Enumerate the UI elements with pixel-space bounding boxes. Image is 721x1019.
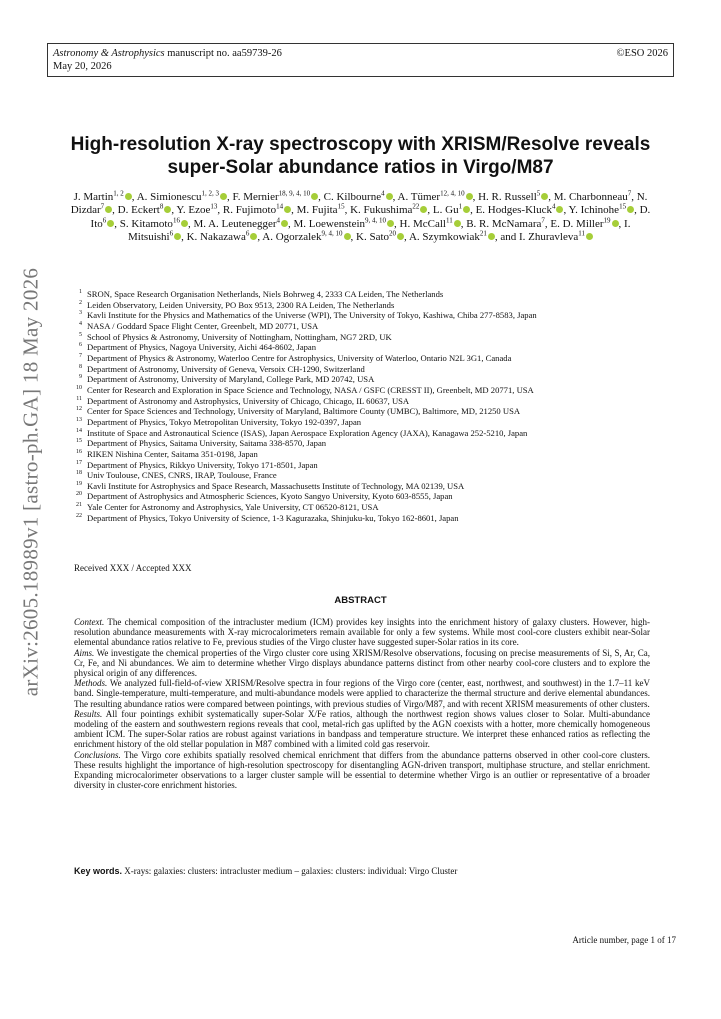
abstract-section-text: The chemical composition of the intracluster medium (ICM) provides key insights into the enrichment history of galaxy clusters. However, high-resolution abundance measurements with X-ray microcalorimeters remain available for only a few systems. While most cool-core clusters exhibit near-Solar elemental abundance ratios relative to Fe, previous studies of the Virgo cluster have suggested super-Solar ratios in its core. (74, 617, 650, 648)
orcid-icon[interactable] (164, 206, 171, 213)
author-affiliation-marks: 20 (389, 229, 397, 238)
author (176, 204, 217, 216)
affiliation-item (74, 300, 674, 311)
author-name: M. Charbonneau (553, 191, 628, 203)
abstract-section-label: Conclusions. (74, 749, 121, 760)
orcid-icon[interactable] (627, 206, 634, 213)
affiliation-text: Department of Physics, Tokyo University of Science, 1-3 Kagurazaka, Shinjuku-ku, Tokyo 162-8601, Japan (87, 512, 459, 523)
affiliation-item (74, 481, 674, 492)
arxiv-sidebar (6, 262, 56, 702)
affiliation-text: SRON, Space Research Organisation Netherlands, Niels Bohrweg 4, 2333 CA Leiden, The Netherlands (87, 289, 444, 299)
author-affiliation-marks: 13 (210, 202, 218, 211)
affiliation-text: Kavli Institute for Astrophysics and Space Research, Massachusetts Institute of Technology, MA 02139, USA (87, 480, 465, 491)
affiliation-text: Department of Physics, Nagoya University, Aichi 464-8602, Japan (87, 342, 317, 353)
author-affiliation-marks: 5 (536, 189, 541, 198)
abstract-paragraph (74, 617, 650, 648)
abstract-section-text: The Virgo core exhibits spatially resolved chemical enrichment that differs from the abundance patterns observed in other cool-core clusters. These results highlight the importance of high-resolution spectroscopy for disentangling AGN-driven transport, multiphase structure, and stellar enrichment. Expanding microcalorimeter observations to a larger cluster sample will be essential to determine whether Virgo is an outlier or representative of a broader diversity in cluster-core enrichment histories. (74, 749, 650, 791)
author-name: K. Sato (356, 230, 390, 243)
copyright: ©ESO 2026 (616, 48, 668, 59)
author (409, 231, 495, 243)
abstract-section-text: All four pointings exhibit systematically super-Solar X/Fe ratios, although the northwest region shows values closer to Solar. Multi-abundance modeling of the eastern and southwestern regions reveals that cool, metal-rich gas uplifted by the AGN coexists with a hotter, more chemically homogeneous ambient ICM. The super-Solar ratios are robust against variations in bandpass and temperature structure. We interpret these enhanced ratios as reflecting the enrichment history of the old stellar population in M87 combined with a limited cold gas reservoir. (74, 708, 650, 750)
affiliation-text: Center for Space Sciences and Technology, University of Maryland, Baltimore County (UMBC), Baltimore, MD, 21250 USA (87, 406, 521, 417)
affiliation-text: Department of Astrophysics and Atmospheric Sciences, Kyoto Sangyo University, Kyoto 603-8555, Japan (87, 491, 453, 502)
affiliation-number: 18 (76, 470, 82, 477)
affiliation-item (74, 396, 674, 407)
affiliation-item (74, 385, 674, 396)
manuscript-header (47, 43, 674, 77)
affiliation-number: 6 (79, 342, 82, 349)
affiliation-number: 10 (76, 384, 82, 391)
orcid-icon[interactable] (463, 206, 470, 213)
author (554, 191, 631, 203)
author-name: D. Eckert (117, 204, 160, 217)
affiliation-item (74, 513, 674, 524)
author-affiliation-marks: 9, 4, 10 (321, 229, 343, 238)
author-name: K. Nakazawa (186, 230, 246, 243)
author-name: H. McCall (399, 217, 446, 230)
author-affiliation-marks: 1, 2, 3 (201, 189, 219, 198)
author-name: A. Ogorzalek (262, 230, 322, 243)
affiliation-text: Department of Physics & Astronomy, Waterloo Centre for Astrophysics, University of Waterloo, Ontario N2L 3G1, Canada (87, 352, 512, 363)
author-affiliation-marks: 1, 2 (113, 189, 124, 198)
orcid-icon[interactable] (541, 193, 548, 200)
author (187, 231, 258, 243)
author (223, 204, 291, 216)
orcid-icon[interactable] (311, 193, 318, 200)
affiliation-item (74, 289, 674, 300)
affiliation-item (74, 353, 674, 364)
author-name: E. D. Miller (550, 217, 604, 230)
keywords-label: Key words. (74, 866, 123, 876)
author (433, 204, 470, 216)
header-left (53, 47, 282, 73)
affiliation-number: 15 (76, 438, 82, 445)
author-affiliation-marks: 15 (619, 202, 627, 211)
author-name: Y. Ichinohe (568, 204, 620, 217)
author (550, 215, 618, 230)
paper-title: High-resolution X-ray spectroscopy with XRISM/Resolve reveals super-Solar abundance ratios in Virgo/M87 (70, 134, 651, 178)
author-name: A. Szymkowiak (408, 230, 480, 243)
author-affiliation-marks: 6 (245, 229, 250, 238)
abstract-paragraph (74, 750, 650, 791)
affiliation-text: Department of Physics, Tokyo Metropolitan University, Tokyo 192-0397, Japan (87, 416, 362, 427)
affiliation-text: Department of Astronomy and Astrophysics, University of Chicago, Chicago, IL 60637, USA (87, 395, 410, 406)
author-affiliation-marks: 15 (337, 202, 345, 211)
author-affiliation-marks: 4 (381, 189, 385, 198)
affiliation-number: 1 (79, 289, 82, 295)
affiliation-item (74, 502, 674, 513)
affiliation-text: Institute of Space and Astronautical Science (ISAS), Japan Aerospace Exploration Agency (JAXA), Kanagawa 252-5210, Japan (87, 427, 528, 438)
author-name: J. Martin (73, 191, 114, 203)
affiliation-number: 22 (76, 512, 82, 519)
author-name: M. Fujita (296, 204, 338, 217)
abstract-section-label: Context. (74, 617, 105, 627)
author-affiliation-marks: 4 (551, 202, 556, 211)
orcid-icon[interactable] (281, 220, 288, 227)
author (137, 191, 227, 203)
author-affiliation-marks: 18, 9, 4, 10 (278, 189, 311, 198)
author (193, 215, 288, 230)
affiliation-number: 12 (76, 406, 82, 413)
author (297, 204, 345, 216)
affiliation-item (74, 364, 674, 375)
author (324, 191, 393, 203)
orcid-icon[interactable] (174, 233, 181, 240)
affiliation-item (74, 342, 674, 353)
affiliation-number: 11 (76, 395, 82, 402)
affiliation-text: RIKEN Nishina Center, Saitama 351-0198, Japan (87, 448, 258, 459)
orcid-icon[interactable] (488, 233, 495, 240)
affiliation-text: Leiden Observatory, Leiden University, PO Box 9513, 2300 RA Leiden, The Netherlands (87, 299, 395, 310)
keywords-text: X-rays: galaxies: clusters: intracluster medium – galaxies: clusters: individual: Virgo Cluster (122, 866, 458, 876)
author-name: L. Gu (432, 204, 459, 217)
author (519, 231, 593, 243)
abstract-paragraph (74, 648, 650, 679)
author (399, 215, 461, 230)
author-name: B. R. McNamara (466, 217, 542, 230)
orcid-icon[interactable] (125, 193, 132, 200)
orcid-icon[interactable] (420, 206, 427, 213)
orcid-icon[interactable] (386, 193, 393, 200)
abstract (74, 617, 650, 790)
orcid-icon[interactable] (586, 233, 593, 240)
affiliation-number: 17 (76, 459, 82, 466)
author (118, 204, 172, 216)
affiliation-item (74, 321, 674, 332)
author-affiliation-marks: 14 (276, 202, 284, 211)
affiliation-item (74, 428, 674, 439)
affiliation-item (74, 449, 674, 460)
affiliation-text: Department of Astronomy, University of Maryland, College Park, MD 20742, USA (87, 374, 375, 385)
author-affiliation-marks: 6 (169, 229, 174, 238)
affiliation-number: 7 (79, 352, 82, 359)
abstract-section-label: Aims. (74, 647, 95, 658)
author-affiliation-marks: 9, 4, 10 (365, 215, 387, 224)
keywords (74, 866, 650, 876)
affiliation-text: Department of Physics, Rikkyo University, Tokyo 171-8501, Japan (87, 459, 318, 470)
affiliation-item (74, 438, 674, 449)
affiliation-number: 2 (79, 299, 82, 306)
author (466, 215, 545, 230)
author-affiliation-marks: 7 (541, 215, 545, 224)
author-affiliation-marks: 19 (603, 215, 611, 224)
author (119, 215, 188, 230)
orcid-icon[interactable] (612, 220, 619, 227)
header-date: May 20, 2026 (53, 61, 112, 72)
manuscript-number: manuscript no. aa59739-26 (164, 48, 282, 59)
author (262, 231, 350, 243)
author (232, 191, 318, 203)
page-footer: Article number, page 1 of 17 (572, 935, 676, 945)
author-affiliation-marks: 6 (102, 215, 107, 224)
author-name: E. Hodges-Kluck (475, 204, 552, 217)
orcid-icon[interactable] (105, 206, 112, 213)
affiliation-text: Yale Center for Astronomy and Astrophysics, Yale University, CT 06520-8121, USA (87, 502, 379, 513)
abstract-section-text: We investigate the chemical properties of the Virgo cluster core using XRISM/Resolve observations, focusing on precise measurements of Si, S, Ar, Ca, Cr, Fe, and Ni abundances. We aim to determine whether Virgo displays abundance patterns distinct from other nearby cool-core clusters and to explore the physical origin of any differences. (74, 647, 650, 679)
affiliation-number: 8 (79, 363, 82, 370)
affiliation-number: 20 (76, 491, 82, 498)
author-affiliation-marks: 1 (458, 202, 463, 211)
affiliation-item (74, 417, 674, 428)
affiliation-text: Univ Toulouse, CNES, CNRS, IRAP, Toulouse, France (87, 470, 277, 481)
affiliation-number: 21 (76, 502, 82, 509)
abstract-heading: ABSTRACT (334, 595, 387, 606)
author (569, 204, 635, 216)
abstract-section-label: Methods. (74, 678, 108, 689)
journal-name: Astronomy & Astrophysics (53, 48, 165, 59)
affiliation-item (74, 470, 674, 481)
arxiv-id: arXiv:2605.18989v1 [astro-ph.GA] 18 May 2026 (18, 267, 43, 697)
author-affiliation-marks: 11 (445, 215, 453, 224)
affiliation-item (74, 310, 674, 321)
orcid-icon[interactable] (556, 206, 563, 213)
abstract-section-label: Results. (74, 708, 103, 719)
affiliation-item (74, 374, 674, 385)
affiliation-item (74, 332, 674, 343)
author-name: C. Kilbourne (323, 191, 382, 203)
author-affiliation-marks: 12, 4, 10 (440, 189, 465, 198)
orcid-icon[interactable] (107, 220, 114, 227)
abstract-paragraph (74, 678, 650, 709)
abstract-paragraph (74, 709, 650, 750)
author-affiliation-marks: 16 (172, 215, 180, 224)
orcid-icon[interactable] (397, 233, 404, 240)
author-affiliation-marks: 7 (100, 202, 105, 211)
author-name: I. Zhuravleva (518, 230, 579, 243)
author-affiliation-marks: 21 (479, 229, 487, 238)
author (350, 204, 427, 216)
affiliations (74, 289, 674, 523)
orcid-icon[interactable] (250, 233, 257, 240)
affiliation-text: School of Physics & Astronomy, University of Nottingham, Nottingham, NG7 2RD, UK (87, 331, 392, 342)
affiliation-text: Kavli Institute for the Physics and Mathematics of the Universe (WPI), The University of Tokyo, Kashiwa, Chiba 277-8583, Japan (87, 310, 537, 321)
author-name: Y. Ezoe (176, 204, 211, 217)
received-line: Received XXX / Accepted XXX (74, 563, 192, 573)
author-affiliation-marks: 4 (276, 215, 281, 224)
affiliation-text: Department of Astronomy, University of Geneva, Versoix CH-1290, Switzerland (87, 363, 365, 374)
author-name: F. Mernier (232, 191, 279, 203)
orcid-icon[interactable] (344, 233, 351, 240)
author (478, 191, 548, 203)
affiliation-number: 13 (76, 416, 82, 423)
author (398, 191, 473, 203)
affiliation-item (74, 406, 674, 417)
orcid-icon[interactable] (454, 220, 461, 227)
affiliation-number: 14 (76, 427, 82, 434)
affiliation-text: Center for Research and Exploration in Space Science and Technology, NASA / GSFC (CRESST II), Greenbelt, MD 20771, USA (87, 384, 534, 395)
author-name: M. Loewenstein (293, 217, 366, 230)
orcid-icon[interactable] (387, 220, 394, 227)
affiliation-text: Department of Physics, Saitama University, Saitama 338-8570, Japan (87, 438, 327, 449)
author-list: J. Martin$^{1, 2}$ , A. Simionescu$^{1, 2, 3}$ , F. Mernier$^{18, 9, 4, 10}$ , C. Kilbourne$^4$ , A. Tümer$^{12, 4, 10}$ , H. R. Russell$^5$ , M. Charbonneau$^7$, N. Dizdar$^7$ , D. Eckert$^8$ , Y. Ezoe$^{13}$, R. Fujimoto$^{14}$ , M. Fujita$^{15}$, K. Fukushima$^{22}$ , L. Gu$^1$ , E. Hodges-Kluck$^4$ , Y. Ichinohe$^{15}$ , D. Ito$^6$ , S. Kitamoto$^{16}$ , M. A. Leutenegger$^4$ , M. Loewenstein$^{9, 4, 10}$ , H. McCall$^{11}$ , B. R. McNamara$^7$, E. D. Miller$^{19}$ , I. Mitsuishi$^6$ , K. Nakazawa$^6$ , A. Ogorzalek$^{9, 4, 10}$ , K. Sato$^{20}$ , A. Szymkowiak$^{21}$ , and I. Zhuravleva$^{11}$ (70, 189, 651, 243)
author-affiliation-marks: 7 (627, 189, 632, 198)
author-name: A. Tümer (397, 191, 441, 203)
author-name: M. A. Leutenegger (193, 217, 277, 230)
author (476, 204, 564, 216)
orcid-icon[interactable] (181, 220, 188, 227)
author (293, 215, 394, 230)
author (74, 191, 132, 203)
affiliation-number: 4 (79, 320, 82, 327)
affiliation-number: 9 (79, 374, 82, 381)
affiliation-number: 16 (76, 448, 82, 455)
orcid-icon[interactable] (284, 206, 291, 213)
affiliation-number: 19 (76, 480, 82, 487)
author-name: H. R. Russell (478, 191, 537, 203)
author-name: R. Fujimoto (222, 204, 277, 217)
affiliation-number: 3 (79, 310, 82, 317)
affiliation-item (74, 491, 674, 502)
author-name: I. Mitsuishi (128, 217, 631, 243)
orcid-icon[interactable] (220, 193, 227, 200)
author-affiliation-marks: 8 (159, 202, 164, 211)
affiliation-item (74, 460, 674, 471)
author-name: D. Ito (90, 204, 651, 230)
author-name: K. Fukushima (350, 204, 413, 217)
abstract-section-text: We analyzed full-field-of-view XRISM/Resolve spectra in four regions of the Virgo core (center, east, northwest, and southwest) in the 1.7–11 keV band. Single-temperature, multi-temperature, and multi-abundance models were applied to characterize the thermal structure and derive elemental abundances. The resulting abundance ratios were compared between pointings, with previous studies of Virgo/M87, and with recent XRISM measurements of other clusters. (74, 678, 650, 709)
author-affiliation-marks: 22 (412, 202, 420, 211)
author-affiliation-marks: 11 (578, 229, 585, 238)
affiliation-text: NASA / Goddard Space Flight Center, Greenbelt, MD 20771, USA (87, 320, 319, 331)
author-name: N. Dizdar (70, 191, 648, 217)
author (356, 231, 404, 243)
orcid-icon[interactable] (466, 193, 473, 200)
affiliation-number: 5 (79, 331, 82, 338)
author-name: A. Simionescu (136, 191, 202, 203)
author-name: S. Kitamoto (119, 217, 173, 230)
